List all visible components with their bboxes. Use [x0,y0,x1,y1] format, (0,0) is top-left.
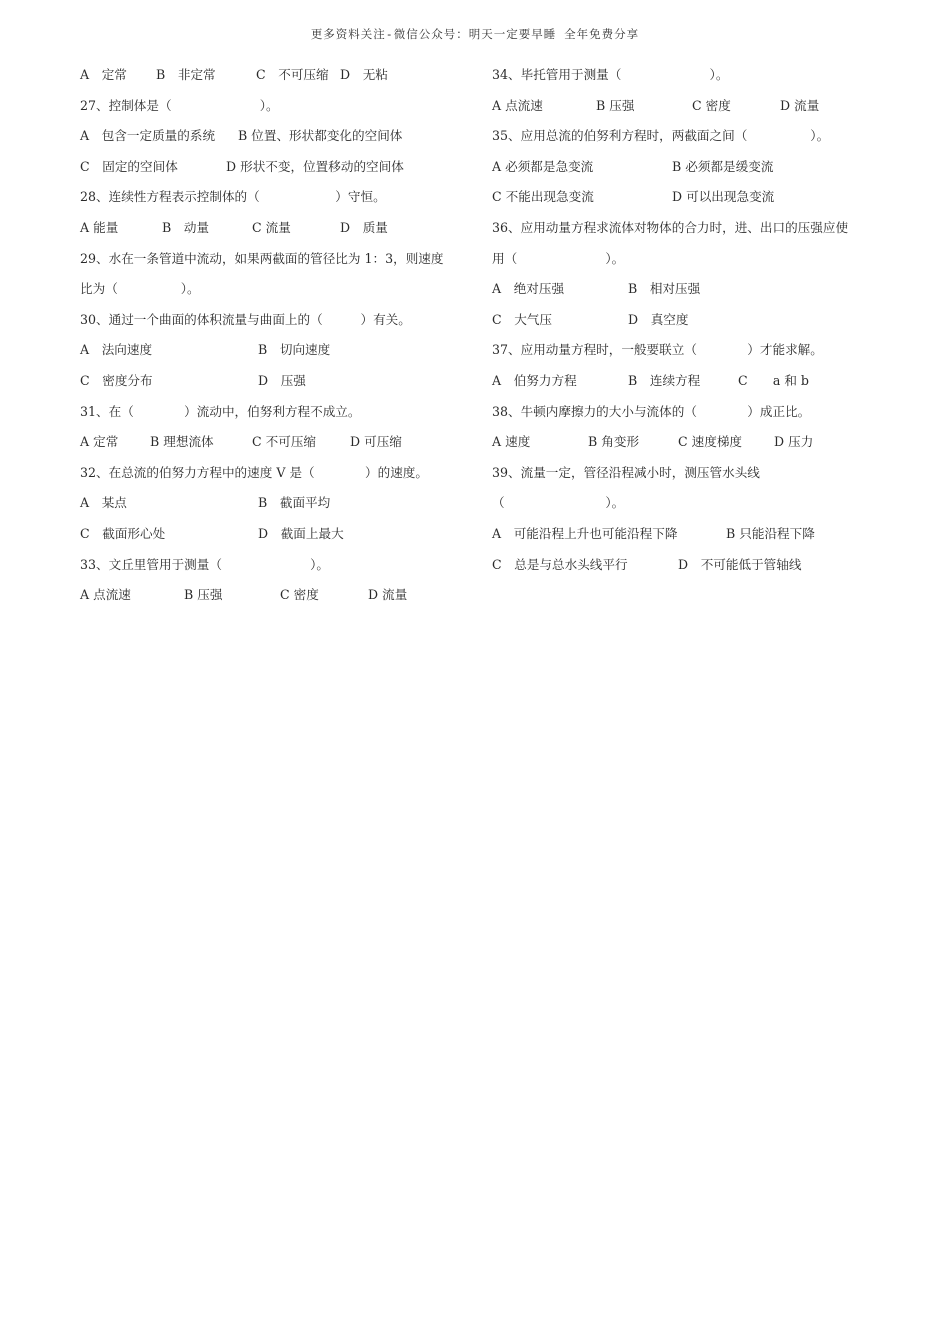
option-item: B 只能沿程下降 [726,525,815,541]
question-line: 28、连续性方程表示控制体的（ ）守恒。 [80,189,386,205]
option-item: D 质量 [340,219,388,235]
options-row [80,60,480,91]
question-line: （ ）。 [492,495,625,511]
option-item: A 伯努力方程 [492,372,577,388]
question-line: 32、在总流的伯努力方程中的速度 V 是（ ）的速度。 [80,464,428,480]
question-line: 37、应用动量方程时，一般要联立（ ）才能求解。 [492,342,823,358]
option-item: B 理想流体 [150,434,214,450]
option-item: B 非定常 [156,67,216,82]
option-item: D 可以出现急变流 [672,189,775,205]
question-line: 38、牛顿内摩擦力的大小与流体的（ ）成正比。 [492,403,811,419]
option-item: C 速度梯度 [678,434,743,450]
option-item: C 固定的空间体 [80,158,178,174]
option-item: D 流量 [780,97,820,113]
option-item: C 截面形心处 [80,525,166,541]
option-item: B 连续方程 [628,372,701,388]
options-row [80,366,480,397]
option-item: D 压强 [258,372,306,388]
option-item: C 总是与总水头线平行 [492,556,628,572]
question-line: 用（ ）。 [492,250,625,266]
options-row [80,427,480,458]
options-row [492,519,892,550]
option-item: D 流量 [368,587,408,603]
option-item: B 必须都是缓变流 [672,158,774,174]
option-item: B 压强 [596,97,635,113]
option-item: A 必须都是急变流 [492,158,594,174]
option-item: C 流量 [252,219,291,235]
left-column [80,60,480,611]
option-item: B 相对压强 [628,281,701,297]
options-row [80,213,480,244]
option-item: C 密度 [692,97,731,113]
option-item: C 密度分布 [80,372,153,388]
question-line: 31、在（ ）流动中，伯努利方程不成立。 [80,403,361,419]
option-item: A 可能沿程上升也可能沿程下降 [492,525,678,541]
option-item: D 可压缩 [350,434,402,450]
option-item: D 截面上最大 [258,525,344,541]
option-item: B 切向速度 [258,342,331,358]
option-item: D 不可能低于管轴线 [678,556,802,572]
question-line: 39、流量一定，管径沿程减小时，测压管水头线 [492,464,760,480]
question-line: 30、通过一个曲面的体积流量与曲面上的（ ）有关。 [80,311,411,327]
question-line: 27、控制体是（ ）。 [80,97,279,113]
question-line: 34、毕托管用于测量（ ）。 [492,67,729,82]
option-item: C 大气压 [492,311,553,327]
question-line: 36、应用动量方程求流体对物体的合力时，进、出口的压强应使 [492,219,849,235]
option-item: A 点流速 [80,587,131,603]
option-item: A 能量 [80,219,119,235]
option-item: A 某点 [80,495,127,511]
options-row [492,274,892,305]
options-row [80,335,480,366]
options-row [80,519,480,550]
option-item: B 位置、形状都变化的空间体 [238,128,403,144]
option-item: D 真空度 [628,311,689,327]
page-header: 更多资料关注-微信公众号：明天一定要早睡 全年免费分享 [310,27,640,41]
options-row [492,305,892,336]
option-item: A 速度 [492,434,531,450]
option-item: D 压力 [774,434,814,450]
option-item: C 不可压缩 [252,434,317,450]
options-row [492,152,892,183]
options-row [492,550,892,581]
option-item: A 点流速 [492,97,543,113]
option-item: A 定常 [80,434,119,450]
question-line: 35、应用总流的伯努利方程时，两截面之间（ ）。 [492,128,830,144]
options-row [492,91,892,122]
question-line: 33、文丘里管用于测量（ ）。 [80,556,330,572]
option-item: A 包含一定质量的系统 [80,128,216,144]
option-item: C 不可压缩 [256,67,329,82]
option-item: D 无粘 [340,67,388,82]
option-item: C 不能出现急变流 [492,189,594,205]
option-item: A 定常 [80,67,127,82]
option-item: C a 和 b [738,372,809,388]
question-line: 29、水在一条管道中流动，如果两截面的管径比为 1：3，则速度 [80,250,444,266]
options-row [80,488,480,519]
options-row [492,366,892,397]
options-row [80,580,480,611]
options-row [80,152,480,183]
options-row [492,182,892,213]
option-item: D 形状不变，位置移动的空间体 [226,158,404,174]
question-line: 比为（ ）。 [80,281,200,297]
option-item: B 截面平均 [258,495,331,511]
option-item: B 角变形 [588,434,640,450]
option-item: B 压强 [184,587,223,603]
option-item: A 绝对压强 [492,281,565,297]
option-item: C 密度 [280,587,319,603]
option-item: B 动量 [162,219,210,235]
options-row [492,427,892,458]
option-item: A 法向速度 [80,342,153,358]
right-column [492,60,892,580]
options-row [80,121,480,152]
